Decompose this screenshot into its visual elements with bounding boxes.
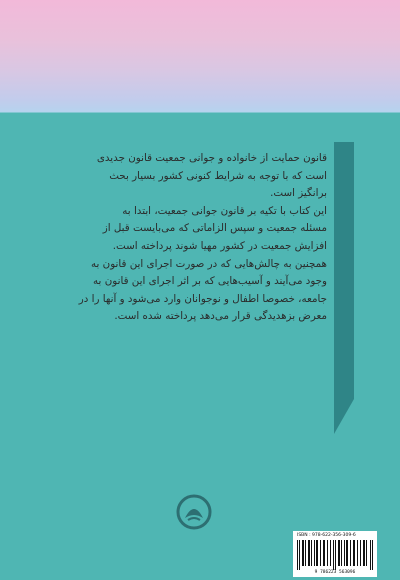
blurb-text [72, 150, 327, 326]
barcode-icon [296, 540, 374, 570]
publisher-logo-icon [174, 492, 214, 532]
blurb-line: این کتاب با تکیه بر قانون جوانی جمعیت، ابتدا به [122, 204, 327, 217]
blurb-line: مسئله جمعیت و سپس الزاماتی که می‌بایست قبل از [102, 222, 327, 235]
blurb-paragraph-3 [72, 256, 327, 326]
blurb-line: برانگیز است. [270, 187, 327, 200]
blurb-line: همچنین به چالش‌هایی که در صورت اجرای این قانون به [90, 257, 327, 270]
blurb-line: افزایش جمعیت در کشور مهیا شوند پرداخته است. [112, 239, 327, 252]
barcode-digits: 9 786223 563096 [314, 570, 356, 575]
blurb-line: معرض بزهدیدگی قرار می‌دهد پرداخته شده است. [114, 310, 327, 323]
blurb-paragraph-1 [72, 150, 327, 203]
blurb-line: جامعه، خصوصا اطفال و نوجوانان وارد می‌شود و آنها را در [78, 292, 327, 305]
blurb-line: قانون حمایت از خانواده و جوانی جمعیت قانون جدیدی [96, 152, 327, 164]
isbn-label: ISBN : 978-622-356-309-6 [297, 533, 356, 538]
accent-bar [334, 142, 354, 434]
blurb-line: است که با توجه به شرایط کنونی کشور بسیار بحث [109, 169, 327, 182]
blurb-line: وجود می‌آیند و آسیب‌هایی که بر اثر اجرای این قانون به [93, 275, 327, 288]
blurb-paragraph-2 [72, 203, 327, 256]
